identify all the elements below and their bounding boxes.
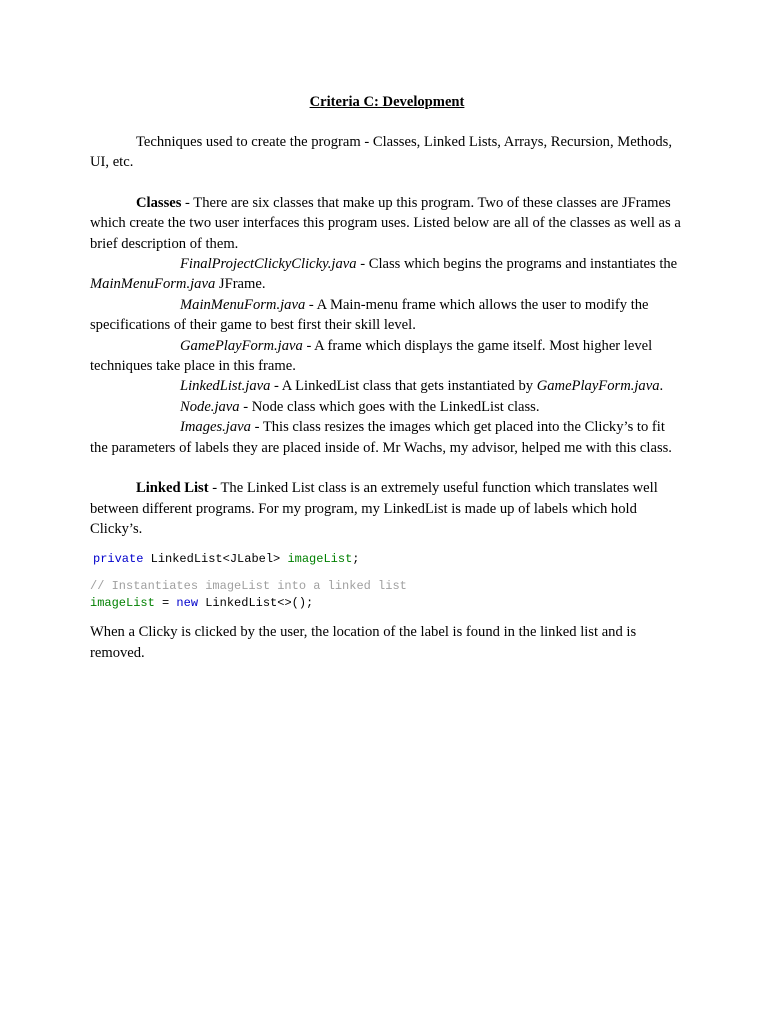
class-item [90,417,684,458]
code-comment-line [90,578,684,595]
class-item [90,376,684,396]
code-keyword: new [176,596,199,611]
code-variable: imageList [90,596,155,611]
class-item-tail: JFrame. [215,276,266,293]
closing-paragraph: When a Clicky is clicked by the user, the location of the label is found in the linked list and is removed. [90,624,637,661]
intro-paragraph: Techniques used to create the program - Classes, Linked Lists, Arrays, Recursion, Methods, UI, etc. [90,134,672,171]
code-comment: // Instantiates imageList into a linked list [90,579,407,594]
class-item-name: GamePlayForm.java [180,337,303,354]
class-item-ref: MainMenuForm.java [90,276,216,293]
code-variable: imageList [287,552,353,567]
linked-list-paragraph [90,478,684,539]
class-item-ref: GamePlayForm.java [536,378,660,395]
class-item [90,254,684,295]
classes-text: - There are six classes that make up this program. Two of these classes are JFrames which create the two user interfaces this program uses. Listed below are all of the classes as well as a brief description of them. [90,194,681,252]
class-item-desc: - A LinkedList class that gets instantiated by [270,378,537,395]
class-item-desc: - Class which begins the programs and instantiates the [356,256,678,273]
class-item-name: MainMenuForm.java [180,296,306,313]
class-item-tail: . [659,378,664,395]
class-item [90,336,684,377]
page-title: Criteria C: Development [309,94,465,110]
linked-list-heading: Linked List [136,480,209,497]
class-item-name: FinalProjectClickyClicky.java [180,256,357,273]
code-keyword: private [93,552,144,567]
class-item-desc: - This class resizes the images which get placed into the Clicky’s to fit the parameters of labels they are placed inside of. Mr Wachs, my advisor, helped me with this class. [90,419,672,456]
class-item-desc: - A Main-menu frame which allows the user to modify the specifications of their game to best first their skill level. [90,296,649,334]
code-operator: = [154,596,177,611]
code-type: LinkedList<JLabel> [143,552,288,567]
class-item-desc: - A frame which displays the game itself. Most higher level techniques take place in this frame. [90,337,653,375]
code-punct: ; [352,552,360,567]
classes-heading: Classes [136,194,182,211]
classes-paragraph [90,193,684,254]
class-item [90,397,684,417]
linked-list-text: - The Linked List class is an extremely useful function which translates well between different programs. For my program, my LinkedList is made up of labels which hold Clicky’s. [90,480,658,537]
class-item [90,295,684,336]
code-constructor: LinkedList<>(); [198,596,314,611]
class-item-name: LinkedList.java [180,378,271,395]
code-declaration-line [90,551,684,568]
class-item-name: Node.java [180,398,240,415]
class-item-desc: - Node class which goes with the LinkedList class. [239,398,540,415]
code-assignment-line [90,595,684,612]
class-item-name: Images.java [180,419,251,436]
document-page [90,92,684,663]
